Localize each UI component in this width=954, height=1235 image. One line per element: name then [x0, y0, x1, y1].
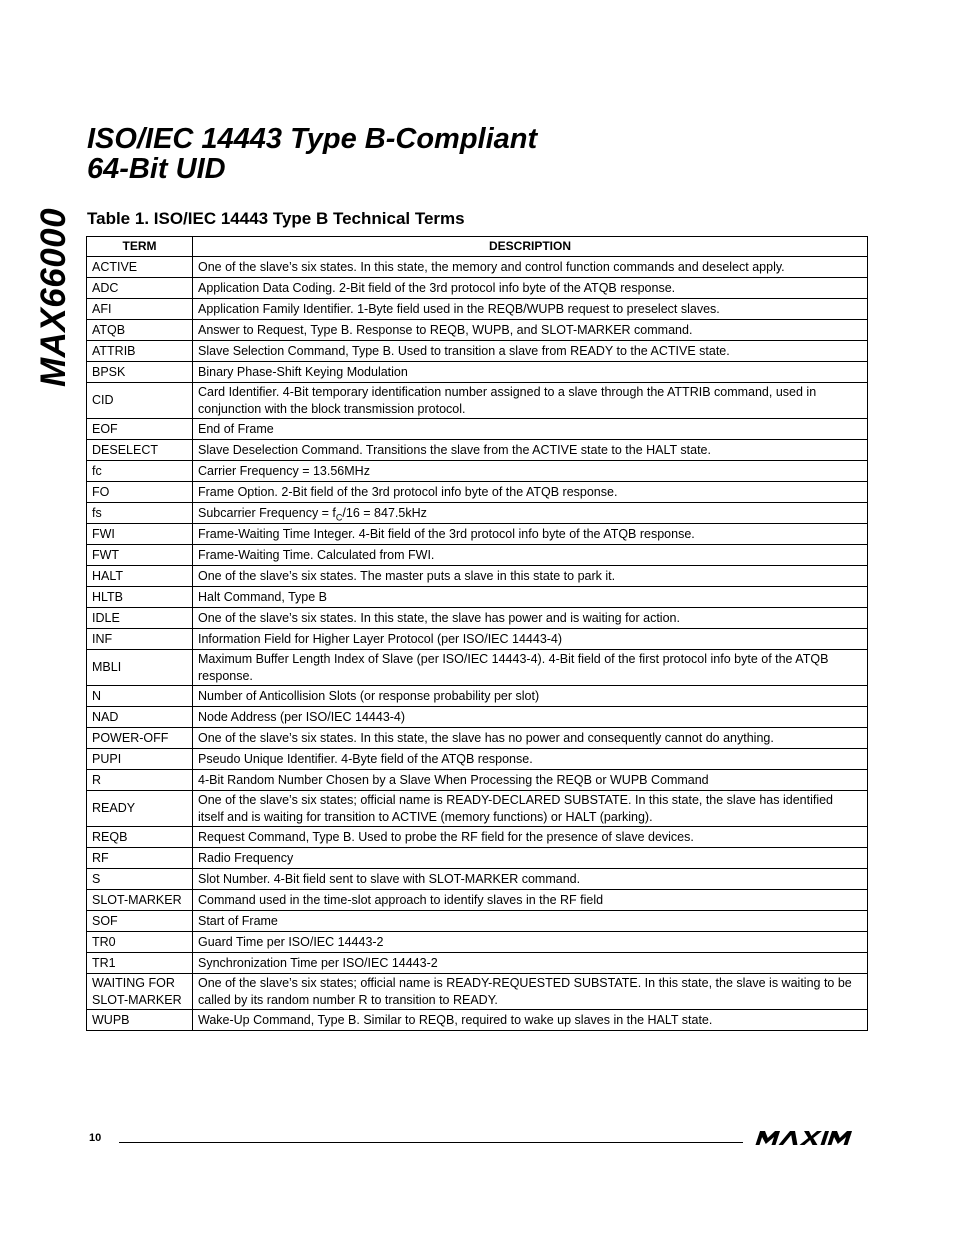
term-cell: REQB	[87, 827, 193, 848]
term-cell: R	[87, 770, 193, 791]
table-row	[87, 566, 868, 587]
term-cell: ATTRIB	[87, 341, 193, 362]
table-row	[87, 320, 868, 341]
description-cell: Frame-Waiting Time Integer. 4-Bit field of the 3rd protocol info byte of the ATQB response.	[193, 524, 868, 545]
table-row	[87, 383, 868, 419]
term-cell: PUPI	[87, 749, 193, 770]
document-title-line-2: 64-Bit UID	[87, 153, 226, 185]
table-row	[87, 608, 868, 629]
table-body	[87, 257, 868, 1031]
description-cell: Application Family Identifier. 1-Byte field used in the REQB/WUPB request to preselect slaves.	[193, 299, 868, 320]
table-row	[87, 770, 868, 791]
description-cell: Radio Frequency	[193, 848, 868, 869]
table-row	[87, 869, 868, 890]
description-cell: Number of Anticollision Slots (or response probability per slot)	[193, 686, 868, 707]
term-cell: ADC	[87, 278, 193, 299]
table-row	[87, 299, 868, 320]
footer-rule	[119, 1142, 743, 1143]
description-cell: One of the slave’s six states; official name is READY-DECLARED SUBSTATE. In this state, the slave has identified itself and is waiting for transition to ACTIVE (memory functions) or HALT (parking).	[193, 791, 868, 827]
document-title	[87, 124, 537, 184]
description-cell: Node Address (per ISO/IEC 14443-4)	[193, 707, 868, 728]
description-cell: One of the slave’s six states. The master puts a slave in this state to park it.	[193, 566, 868, 587]
term-cell: READY	[87, 791, 193, 827]
description-cell: End of Frame	[193, 419, 868, 440]
table-row	[87, 749, 868, 770]
term-cell: FWI	[87, 524, 193, 545]
term-cell: RF	[87, 848, 193, 869]
description-cell: 4-Bit Random Number Chosen by a Slave When Processing the REQB or WUPB Command	[193, 770, 868, 791]
description-column-header: DESCRIPTION	[193, 237, 868, 257]
term-cell: ACTIVE	[87, 257, 193, 278]
description-subscript: C	[335, 512, 343, 523]
term-cell: CID	[87, 383, 193, 419]
description-cell: Maximum Buffer Length Index of Slave (per ISO/IEC 14443-4). 4-Bit field of the first protocol info byte of the ATQB response.	[193, 650, 868, 686]
table-row	[87, 686, 868, 707]
term-cell: TR1	[87, 953, 193, 974]
term-cell: S	[87, 869, 193, 890]
table-row	[87, 707, 868, 728]
table-row	[87, 341, 868, 362]
term-column-header: TERM	[87, 237, 193, 257]
table-row	[87, 791, 868, 827]
term-cell: N	[87, 686, 193, 707]
term-cell: TR0	[87, 932, 193, 953]
description-cell: Request Command, Type B. Used to probe the RF field for the presence of slave devices.	[193, 827, 868, 848]
term-cell: EOF	[87, 419, 193, 440]
term-cell: fs	[87, 503, 193, 524]
term-cell: WUPB	[87, 1010, 193, 1031]
description-cell: Frame-Waiting Time. Calculated from FWI.	[193, 545, 868, 566]
term-cell: HALT	[87, 566, 193, 587]
description-cell: Halt Command, Type B	[193, 587, 868, 608]
description-cell: One of the slave’s six states. In this state, the memory and control function commands and deselect apply.	[193, 257, 868, 278]
table-row	[87, 953, 868, 974]
maxim-logo	[755, 1128, 865, 1148]
term-cell: IDLE	[87, 608, 193, 629]
description-cell: One of the slave’s six states; official name is READY-REQUESTED SUBSTATE. In this state, the slave is waiting to be called by its random number R to transition to READY.	[193, 974, 868, 1010]
table-row	[87, 848, 868, 869]
table-row	[87, 932, 868, 953]
description-cell: Application Data Coding. 2-Bit field of the 3rd protocol info byte of the ATQB response.	[193, 278, 868, 299]
term-cell: FWT	[87, 545, 193, 566]
technical-terms-table	[86, 236, 868, 1031]
table-row	[87, 278, 868, 299]
table-row	[87, 524, 868, 545]
description-cell: Wake-Up Command, Type B. Similar to REQB, required to wake up slaves in the HALT state.	[193, 1010, 868, 1031]
table-row	[87, 257, 868, 278]
term-cell: SOF	[87, 911, 193, 932]
table-row	[87, 728, 868, 749]
table-header-row	[87, 237, 868, 257]
table-row	[87, 974, 868, 1010]
table-row	[87, 629, 868, 650]
side-part-number: MAX66000	[34, 207, 73, 387]
table-row	[87, 890, 868, 911]
term-cell: DESELECT	[87, 440, 193, 461]
term-cell: ATQB	[87, 320, 193, 341]
term-cell: NAD	[87, 707, 193, 728]
description-cell: Binary Phase-Shift Keying Modulation	[193, 362, 868, 383]
description-cell: Frame Option. 2-Bit field of the 3rd protocol info byte of the ATQB response.	[193, 482, 868, 503]
table-row	[87, 419, 868, 440]
page-number: 10	[89, 1132, 102, 1144]
table-row	[87, 362, 868, 383]
term-cell: HLTB	[87, 587, 193, 608]
table-row	[87, 440, 868, 461]
term-cell: POWER-OFF	[87, 728, 193, 749]
description-cell: Slot Number. 4-Bit field sent to slave with SLOT-MARKER command.	[193, 869, 868, 890]
table-row	[87, 545, 868, 566]
term-cell: BPSK	[87, 362, 193, 383]
table-row	[87, 1010, 868, 1031]
table-row	[87, 482, 868, 503]
term-cell: fc	[87, 461, 193, 482]
term-cell: AFI	[87, 299, 193, 320]
description-cell: Start of Frame	[193, 911, 868, 932]
description-cell: Answer to Request, Type B. Response to REQB, WUPB, and SLOT-MARKER command.	[193, 320, 868, 341]
table-caption: Table 1. ISO/IEC 14443 Type B Technical Terms	[87, 209, 465, 228]
table-row	[87, 503, 868, 524]
description-cell	[193, 503, 868, 524]
description-text: Subcarrier Frequency = f	[198, 505, 336, 520]
table-row	[87, 587, 868, 608]
table-row	[87, 650, 868, 686]
table-row	[87, 461, 868, 482]
description-text: /16 = 847.5kHz	[342, 505, 427, 520]
term-cell: SLOT-MARKER	[87, 890, 193, 911]
description-cell: Information Field for Higher Layer Protocol (per ISO/IEC 14443-4)	[193, 629, 868, 650]
description-cell: Command used in the time-slot approach to identify slaves in the RF field	[193, 890, 868, 911]
description-cell: Guard Time per ISO/IEC 14443-2	[193, 932, 868, 953]
description-cell: Slave Deselection Command. Transitions the slave from the ACTIVE state to the HALT state.	[193, 440, 868, 461]
term-cell: FO	[87, 482, 193, 503]
document-title-line-1: ISO/IEC 14443 Type B-Compliant	[87, 123, 538, 155]
description-cell: Synchronization Time per ISO/IEC 14443-2	[193, 953, 868, 974]
table-row	[87, 827, 868, 848]
description-cell: One of the slave’s six states. In this state, the slave has power and is waiting for action.	[193, 608, 868, 629]
description-cell: One of the slave’s six states. In this state, the slave has no power and consequently cannot do anything.	[193, 728, 868, 749]
description-cell: Pseudo Unique Identifier. 4-Byte field of the ATQB response.	[193, 749, 868, 770]
table-row	[87, 911, 868, 932]
description-cell: Card Identifier. 4-Bit temporary identification number assigned to a slave through the ATTRIB command, used in conjunction with the block transmission protocol.	[193, 383, 868, 419]
description-cell: Carrier Frequency = 13.56MHz	[193, 461, 868, 482]
term-cell: INF	[87, 629, 193, 650]
term-cell: WAITING FOR SLOT-MARKER	[87, 974, 193, 1010]
term-cell: MBLI	[87, 650, 193, 686]
description-cell: Slave Selection Command, Type B. Used to transition a slave from READY to the ACTIVE state.	[193, 341, 868, 362]
